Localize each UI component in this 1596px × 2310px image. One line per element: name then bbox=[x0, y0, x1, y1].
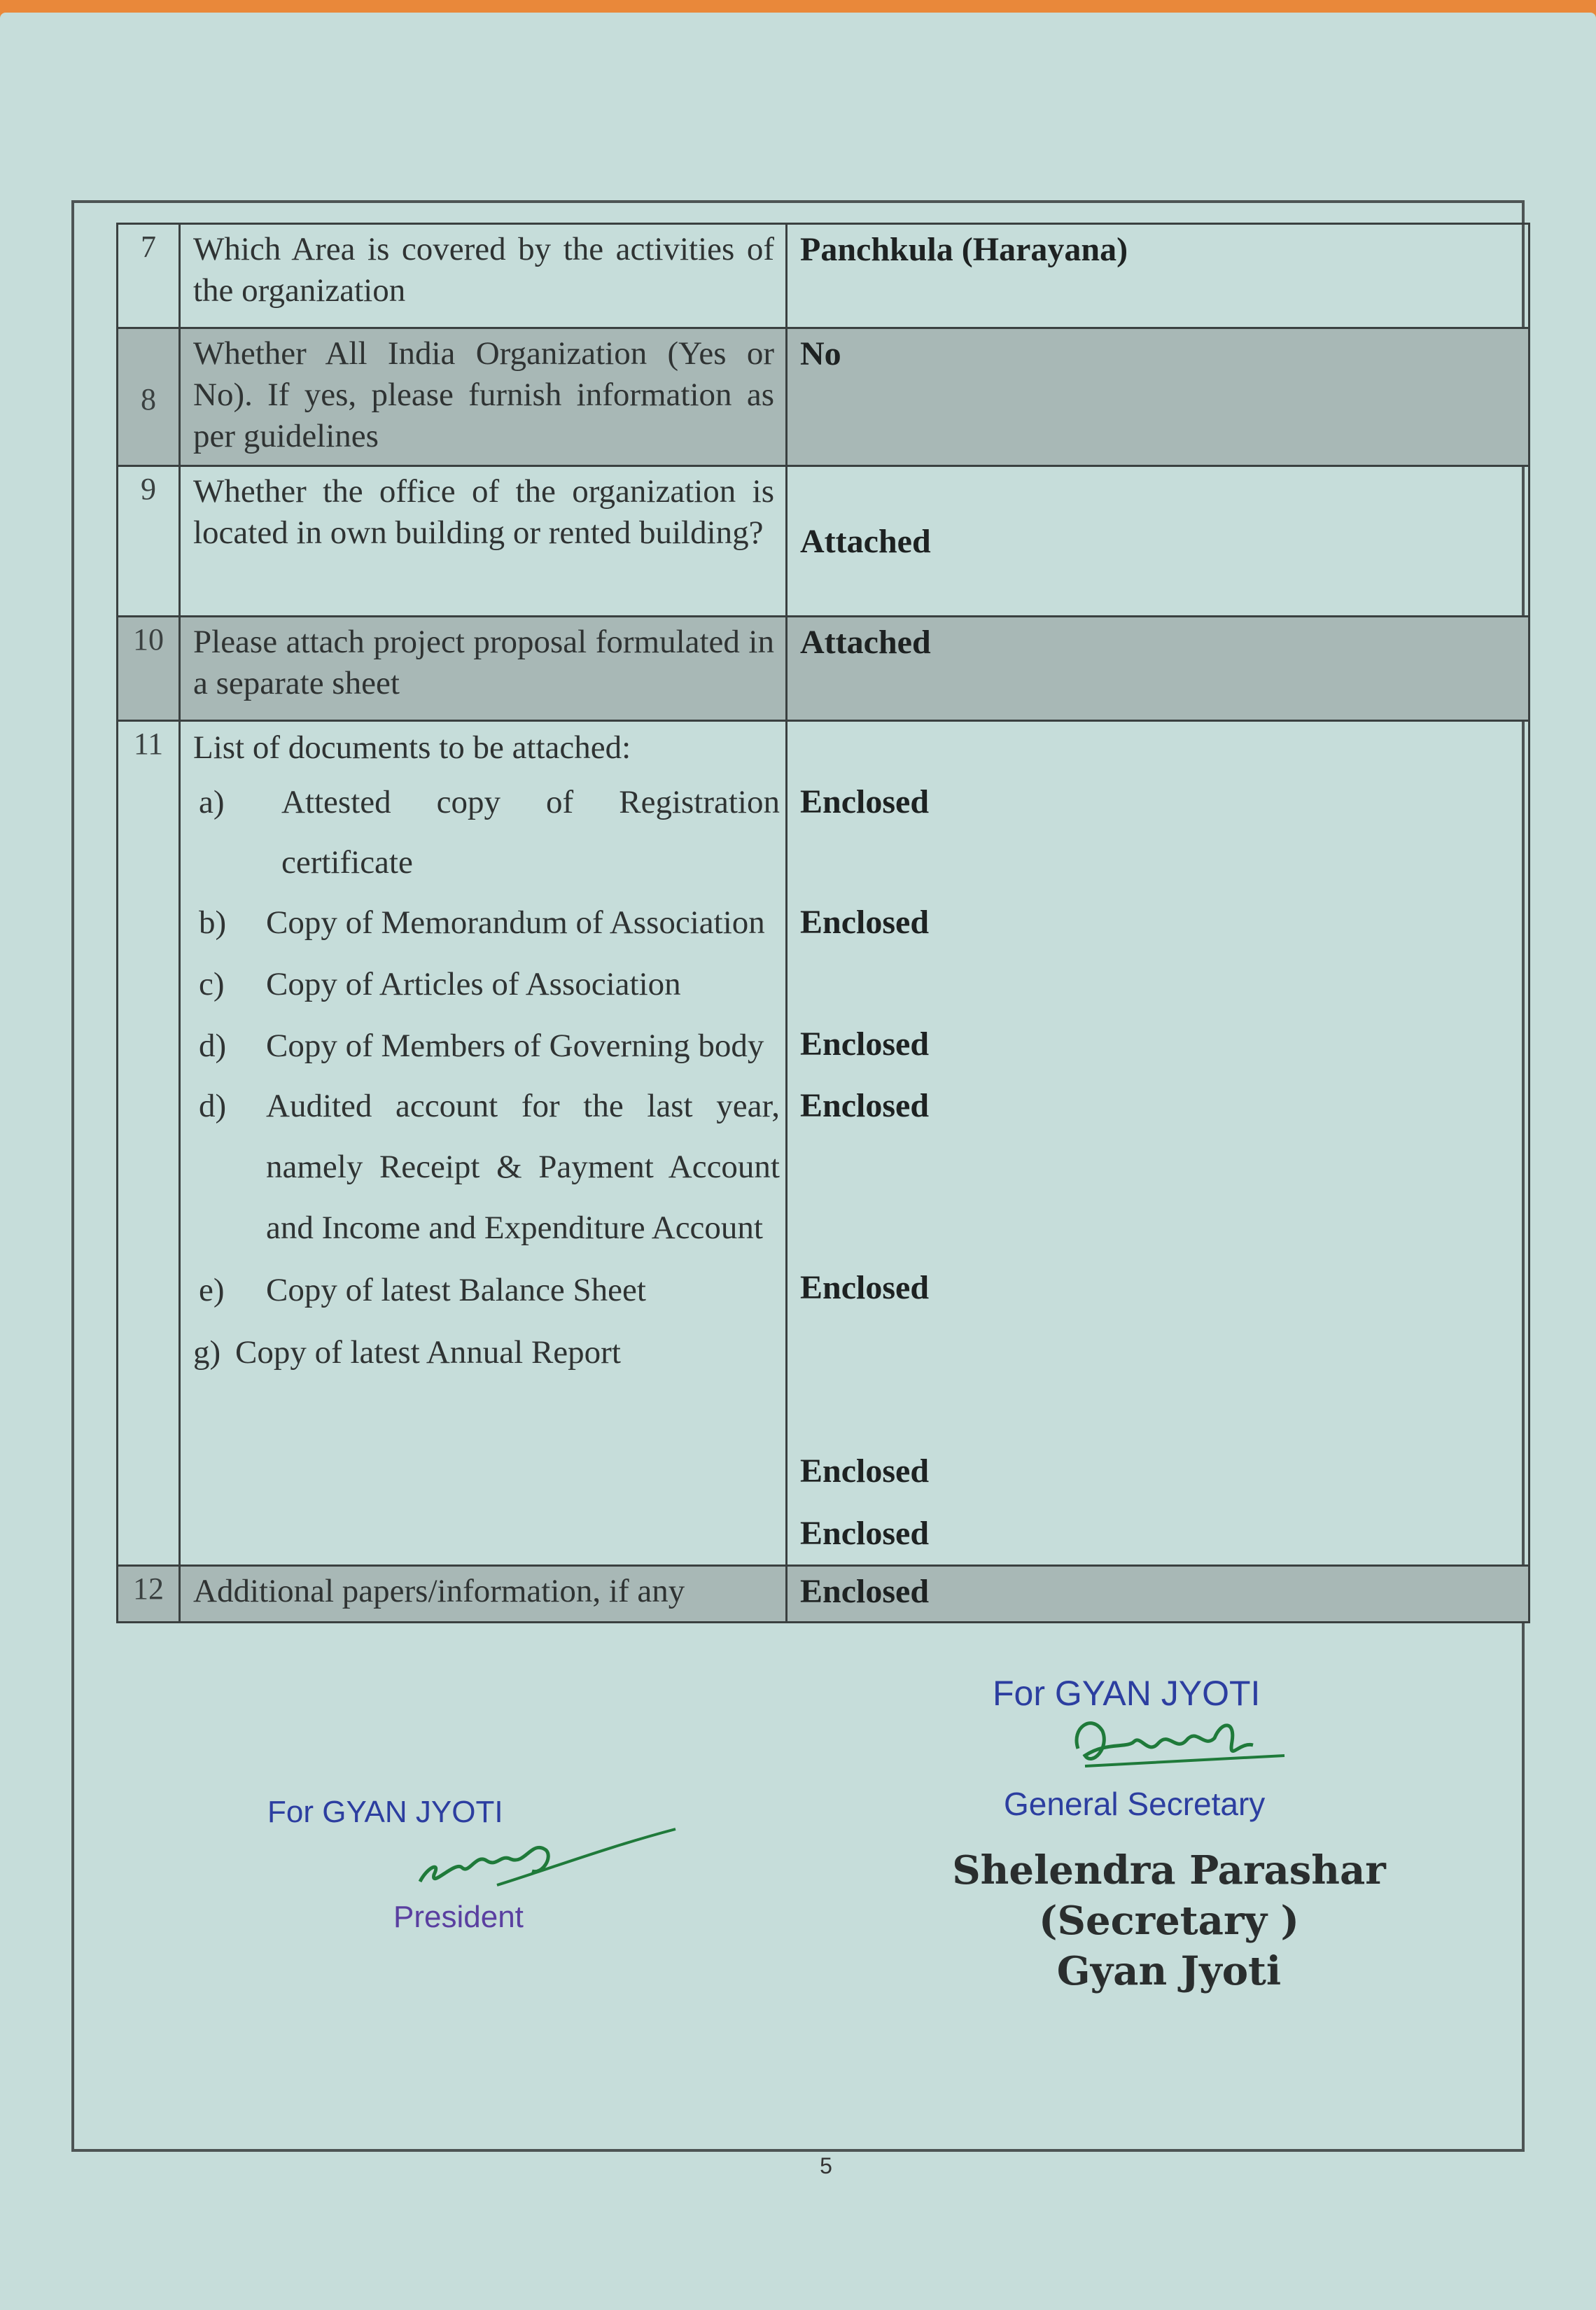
page-number: 5 bbox=[820, 2153, 832, 2178]
table-row bbox=[118, 721, 1530, 1566]
table-row bbox=[118, 617, 1530, 721]
row-number: 7 bbox=[118, 224, 180, 328]
president-stamp-org: For GYAN JYOTI bbox=[267, 1795, 503, 1829]
secretary-stamp-org: For GYAN JYOTI bbox=[993, 1674, 1261, 1713]
list-item bbox=[181, 1016, 785, 1076]
item-text: Copy of latest Balance Sheet bbox=[266, 1272, 646, 1308]
row-number: 11 bbox=[118, 721, 180, 1566]
item-label: d) bbox=[199, 1028, 227, 1064]
row-answer: Panchkula (Harayana) bbox=[787, 224, 1530, 328]
item-label: d) bbox=[199, 1088, 227, 1124]
list-item bbox=[181, 772, 785, 892]
row-question: Additional papers/information, if any bbox=[180, 1566, 787, 1623]
row-answer: Attached bbox=[787, 466, 1530, 617]
item-status: Enclosed bbox=[800, 1452, 930, 1490]
documents-heading: List of documents to be attached: bbox=[193, 729, 631, 766]
row-answer: Attached bbox=[787, 617, 1530, 721]
table-row bbox=[118, 466, 1530, 617]
item-status: Enclosed bbox=[800, 1269, 930, 1306]
list-item bbox=[181, 1076, 785, 1259]
signatory-name: Shelendra Parashar bbox=[952, 1847, 1386, 1893]
row-number: 9 bbox=[118, 466, 180, 617]
item-text: Copy of Memorandum of Association bbox=[266, 904, 765, 941]
item-label: a) bbox=[199, 784, 225, 820]
list-item bbox=[181, 1322, 785, 1383]
row-answer: Enclosed bbox=[787, 1566, 1530, 1623]
item-status: Enclosed bbox=[800, 904, 930, 941]
item-label: e) bbox=[199, 1272, 225, 1308]
row-question: Which Area is covered by the activities of the organization bbox=[180, 224, 787, 328]
item-label: c) bbox=[199, 966, 225, 1002]
signatory-organization: Gyan Jyoti bbox=[1056, 1948, 1282, 1994]
item-status: Enclosed bbox=[800, 1087, 930, 1124]
item-text: Attested copy of Registration certificate bbox=[281, 784, 780, 881]
table-row bbox=[118, 1566, 1530, 1623]
row-answer: No bbox=[787, 328, 1530, 466]
documents-status-cell bbox=[787, 721, 1530, 1566]
row-number: 12 bbox=[118, 1566, 180, 1623]
document-page bbox=[0, 13, 1596, 2310]
item-status: Enclosed bbox=[800, 783, 930, 820]
row-number: 10 bbox=[118, 617, 180, 721]
item-status: Enclosed bbox=[800, 1026, 930, 1063]
list-item bbox=[181, 953, 785, 1016]
list-item bbox=[181, 1259, 785, 1322]
item-label: b) bbox=[199, 904, 227, 941]
row-question: Whether the office of the organization is located in own building or rented building? bbox=[180, 466, 787, 617]
item-text: Copy of Articles of Association bbox=[266, 966, 681, 1002]
table-row bbox=[118, 224, 1530, 328]
signatory-designation: (Secretary ) bbox=[1039, 1898, 1299, 1944]
documents-cell bbox=[180, 721, 787, 1566]
president-signature bbox=[413, 1819, 679, 1910]
signatory-block bbox=[952, 1845, 1386, 1996]
list-item bbox=[181, 892, 785, 953]
table-row bbox=[118, 328, 1530, 466]
secretary-stamp-title: General Secretary bbox=[1004, 1786, 1266, 1822]
item-text: Copy of Members of Governing body bbox=[266, 1028, 764, 1064]
row-question: Please attach project proposal formulated in a separate sheet bbox=[180, 617, 787, 721]
item-text: Audited account for the last year, namely Receipt & Payment Account and Income and Expenditure Account bbox=[266, 1088, 780, 1246]
application-form-table bbox=[116, 223, 1530, 1623]
row-question: Whether All India Organization (Yes or No). If yes, please furnish information as per guidelines bbox=[180, 328, 787, 466]
row-number: 8 bbox=[118, 328, 180, 466]
president-stamp-title: President bbox=[393, 1900, 524, 1934]
item-label: g) bbox=[193, 1334, 221, 1371]
secretary-signature bbox=[1064, 1700, 1295, 1791]
item-status: Enclosed bbox=[800, 1515, 930, 1552]
item-text: Copy of latest Annual Report bbox=[235, 1334, 621, 1371]
